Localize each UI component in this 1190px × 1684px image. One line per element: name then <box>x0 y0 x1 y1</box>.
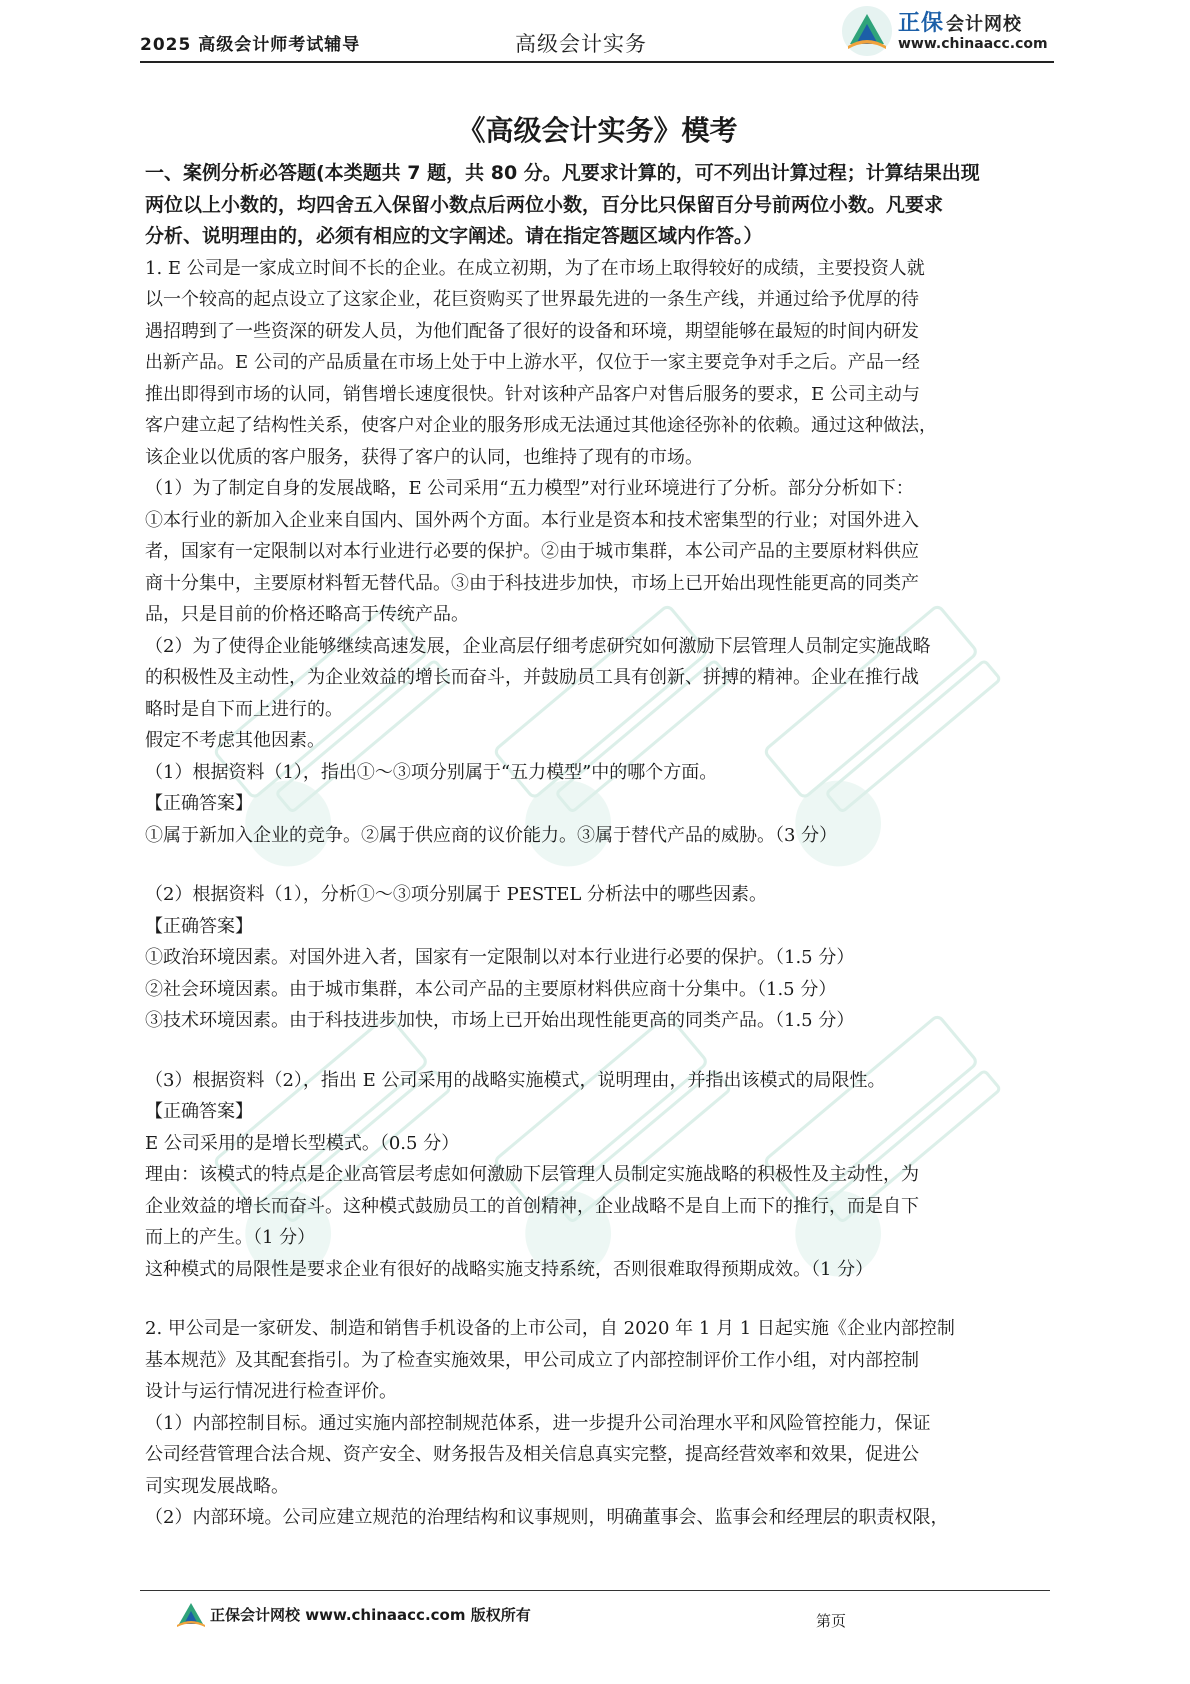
answer-label: 【正确答案】 <box>145 793 253 814</box>
answer-line: E 公司采用的是增长型模式。（0.5 分） <box>145 1132 460 1154</box>
paragraph-line: （1）内部控制目标。通过实施内部控制规范体系，进一步提升公司治理水平和风险管控能力，保证 <box>145 1412 931 1434</box>
logo-emblem-icon <box>840 4 894 58</box>
page-number: 第页 <box>816 1612 847 1630</box>
sub-question: （3）根据资料（2），指出 E 公司采用的战略实施模式，说明理由，并指出该模式的局限性。 <box>145 1069 886 1091</box>
chinaacc-logo[interactable] <box>840 4 1050 58</box>
paragraph-line: 者，国家有一定限制以对本行业进行必要的保护。②由于城市集群，本公司产品的主要原材料供应 <box>145 541 919 562</box>
footer-divider <box>140 1590 1050 1591</box>
paragraph-line: 遇招聘到了一些资深的研发人员，为他们配备了很好的设备和环境，期望能够在最短的时间内研发 <box>145 320 919 342</box>
paragraph-line: 基本规范》及其配套指引。为了检查实施效果，甲公司成立了内部控制评价工作小组，对内部控制 <box>145 1349 919 1371</box>
exam-series-label: 2025 高级会计师考试辅导 <box>140 35 361 55</box>
question-1-sub-3 <box>145 1065 1050 1286</box>
paragraph-line: 以一个较高的起点设立了这家企业，花巨资购买了世界最先进的一条生产线，并通过给予优厚的待 <box>145 289 919 310</box>
answer-line: ①属于新加入企业的竞争。②属于供应商的议价能力。③属于替代产品的威胁。（3 分） <box>145 824 838 846</box>
paragraph-line: 该企业以优质的客户服务，获得了客户的认同，也维持了现有的市场。 <box>145 446 703 468</box>
paragraph-line: 推出即得到市场的认同，销售增长速度很快。针对该种产品客户对售后服务的要求，E 公司主动与 <box>145 383 920 405</box>
paragraph-line: 1. E 公司是一家成立时间不长的企业。在成立初期，为了在市场上取得较好的成绩，主要投资人就 <box>145 257 925 279</box>
paragraph-line: （1）为了制定自身的发展战略，E 公司采用“五力模型”对行业环境进行了分析。部分分析如下： <box>145 478 914 499</box>
question-2-body <box>145 1313 1050 1534</box>
spacer <box>145 851 1050 879</box>
paragraph-line: 的积极性及主动性，为企业效益的增长而奋斗，并鼓励员工具有创新、拼搏的精神。企业在推行战 <box>145 667 919 688</box>
paragraph-line: （2）为了使得企业能够继续高速发展，企业高层仔细考虑研究如何激励下层管理人员制定实施战略 <box>145 635 931 657</box>
paragraph-line: 商十分集中，主要原材料暂无替代品。③由于科技进步加快，市场上已开始出现性能更高的同类产 <box>145 572 919 594</box>
answer-line: 而上的产生。（1 分） <box>145 1227 316 1248</box>
subject-title: 高级会计实务 <box>515 32 647 56</box>
question-1-body <box>145 253 1050 757</box>
answer-line: 理由：该模式的特点是企业高管层考虑如何激励下层管理人员制定实施战略的积极性及主动性，为 <box>145 1164 919 1185</box>
paragraph-line: 略时是自下而上进行的。 <box>145 698 343 720</box>
footer-logo-icon <box>176 1600 206 1628</box>
paragraph-line: 出新产品。E 公司的产品质量在市场上处于中上游水平，仅位于一家主要竞争对手之后。产品一经 <box>145 352 920 373</box>
answer-line: 企业效益的增长而奋斗。这种模式鼓励员工的首创精神，企业战略不是自上而下的推行，而是自下 <box>145 1195 919 1217</box>
footer-copyright: 正保会计网校 www.chinaacc.com 版权所有 <box>210 1606 531 1624</box>
answer-label: 【正确答案】 <box>145 915 253 937</box>
page-header <box>140 0 1054 62</box>
paragraph-line: 设计与运行情况进行检查评价。 <box>145 1381 397 1402</box>
question-1-sub-1 <box>145 757 1050 852</box>
paragraph-line: ①本行业的新加入企业来自国内、国外两个方面。本行业是资本和技术密集型的行业；对国外进入 <box>145 509 919 531</box>
spacer <box>145 1037 1050 1065</box>
paragraph-line: 公司经营管理合法合规、资产安全、财务报告及相关信息真实完整，提高经营效率和效果，促进公 <box>145 1444 919 1465</box>
spacer <box>145 1285 1050 1313</box>
answer-line: ②社会环境因素。由于城市集群，本公司产品的主要原材料供应商十分集中。（1.5 分） <box>145 978 837 1000</box>
paragraph-line: 司实现发展战略。 <box>145 1475 289 1497</box>
sub-question: （2）根据资料（1），分析①～③项分别属于 PESTEL 分析法中的哪些因素。 <box>145 884 768 905</box>
answer-line: ①政治环境因素。对国外进入者，国家有一定限制以对本行业进行必要的保护。（1.5 分） <box>145 947 855 968</box>
logo-wordmark: 正保 会计网校 <box>898 11 1023 36</box>
paragraph-line: 品，只是目前的价格还略高于传统产品。 <box>145 604 469 625</box>
paragraph-line: （2）内部环境。公司应建立规范的治理结构和议事规则，明确董事会、监事会和经理层的职责权限， <box>145 1507 949 1528</box>
document-title: 《高级会计实务》模考 <box>457 114 738 147</box>
paragraph-line: 假定不考虑其他因素。 <box>145 730 325 751</box>
logo-url: www.chinaacc.com <box>898 36 1048 52</box>
header-divider <box>140 61 1054 63</box>
paragraph-line: 客户建立起了结构性关系，使客户对企业的服务形成无法通过其他途径弥补的依赖。通过这种做法， <box>145 415 937 436</box>
document-body <box>145 110 1050 1534</box>
section-heading: 一、案例分析必答题(本类题共 7 题，共 80 分。凡要求计算的，可不列出计算过程；计算结果出现 两位以上小数的，均四舍五入保留小数点后两位小数，百分比只保留百分号前两位小数。凡要求 分析、说明理由的，必须有相应的文字阐述。请在指定答题区域内作答。） <box>145 162 980 247</box>
answer-line: ③技术环境因素。由于科技进步加快，市场上已开始出现性能更高的同类产品。（1.5 分） <box>145 1010 855 1031</box>
paragraph-line: 2. 甲公司是一家研发、制造和销售手机设备的上市公司，自 2020 年 1 月 1 日起实施《企业内部控制 <box>145 1318 955 1339</box>
answer-line: 这种模式的局限性是要求企业有很好的战略实施支持系统，否则很难取得预期成效。（1 分） <box>145 1258 874 1280</box>
answer-label: 【正确答案】 <box>145 1101 253 1122</box>
page-footer <box>176 1598 1056 1638</box>
question-1-sub-2 <box>145 879 1050 1037</box>
sub-question: （1）根据资料（1），指出①～③项分别属于“五力模型”中的哪个方面。 <box>145 761 718 783</box>
